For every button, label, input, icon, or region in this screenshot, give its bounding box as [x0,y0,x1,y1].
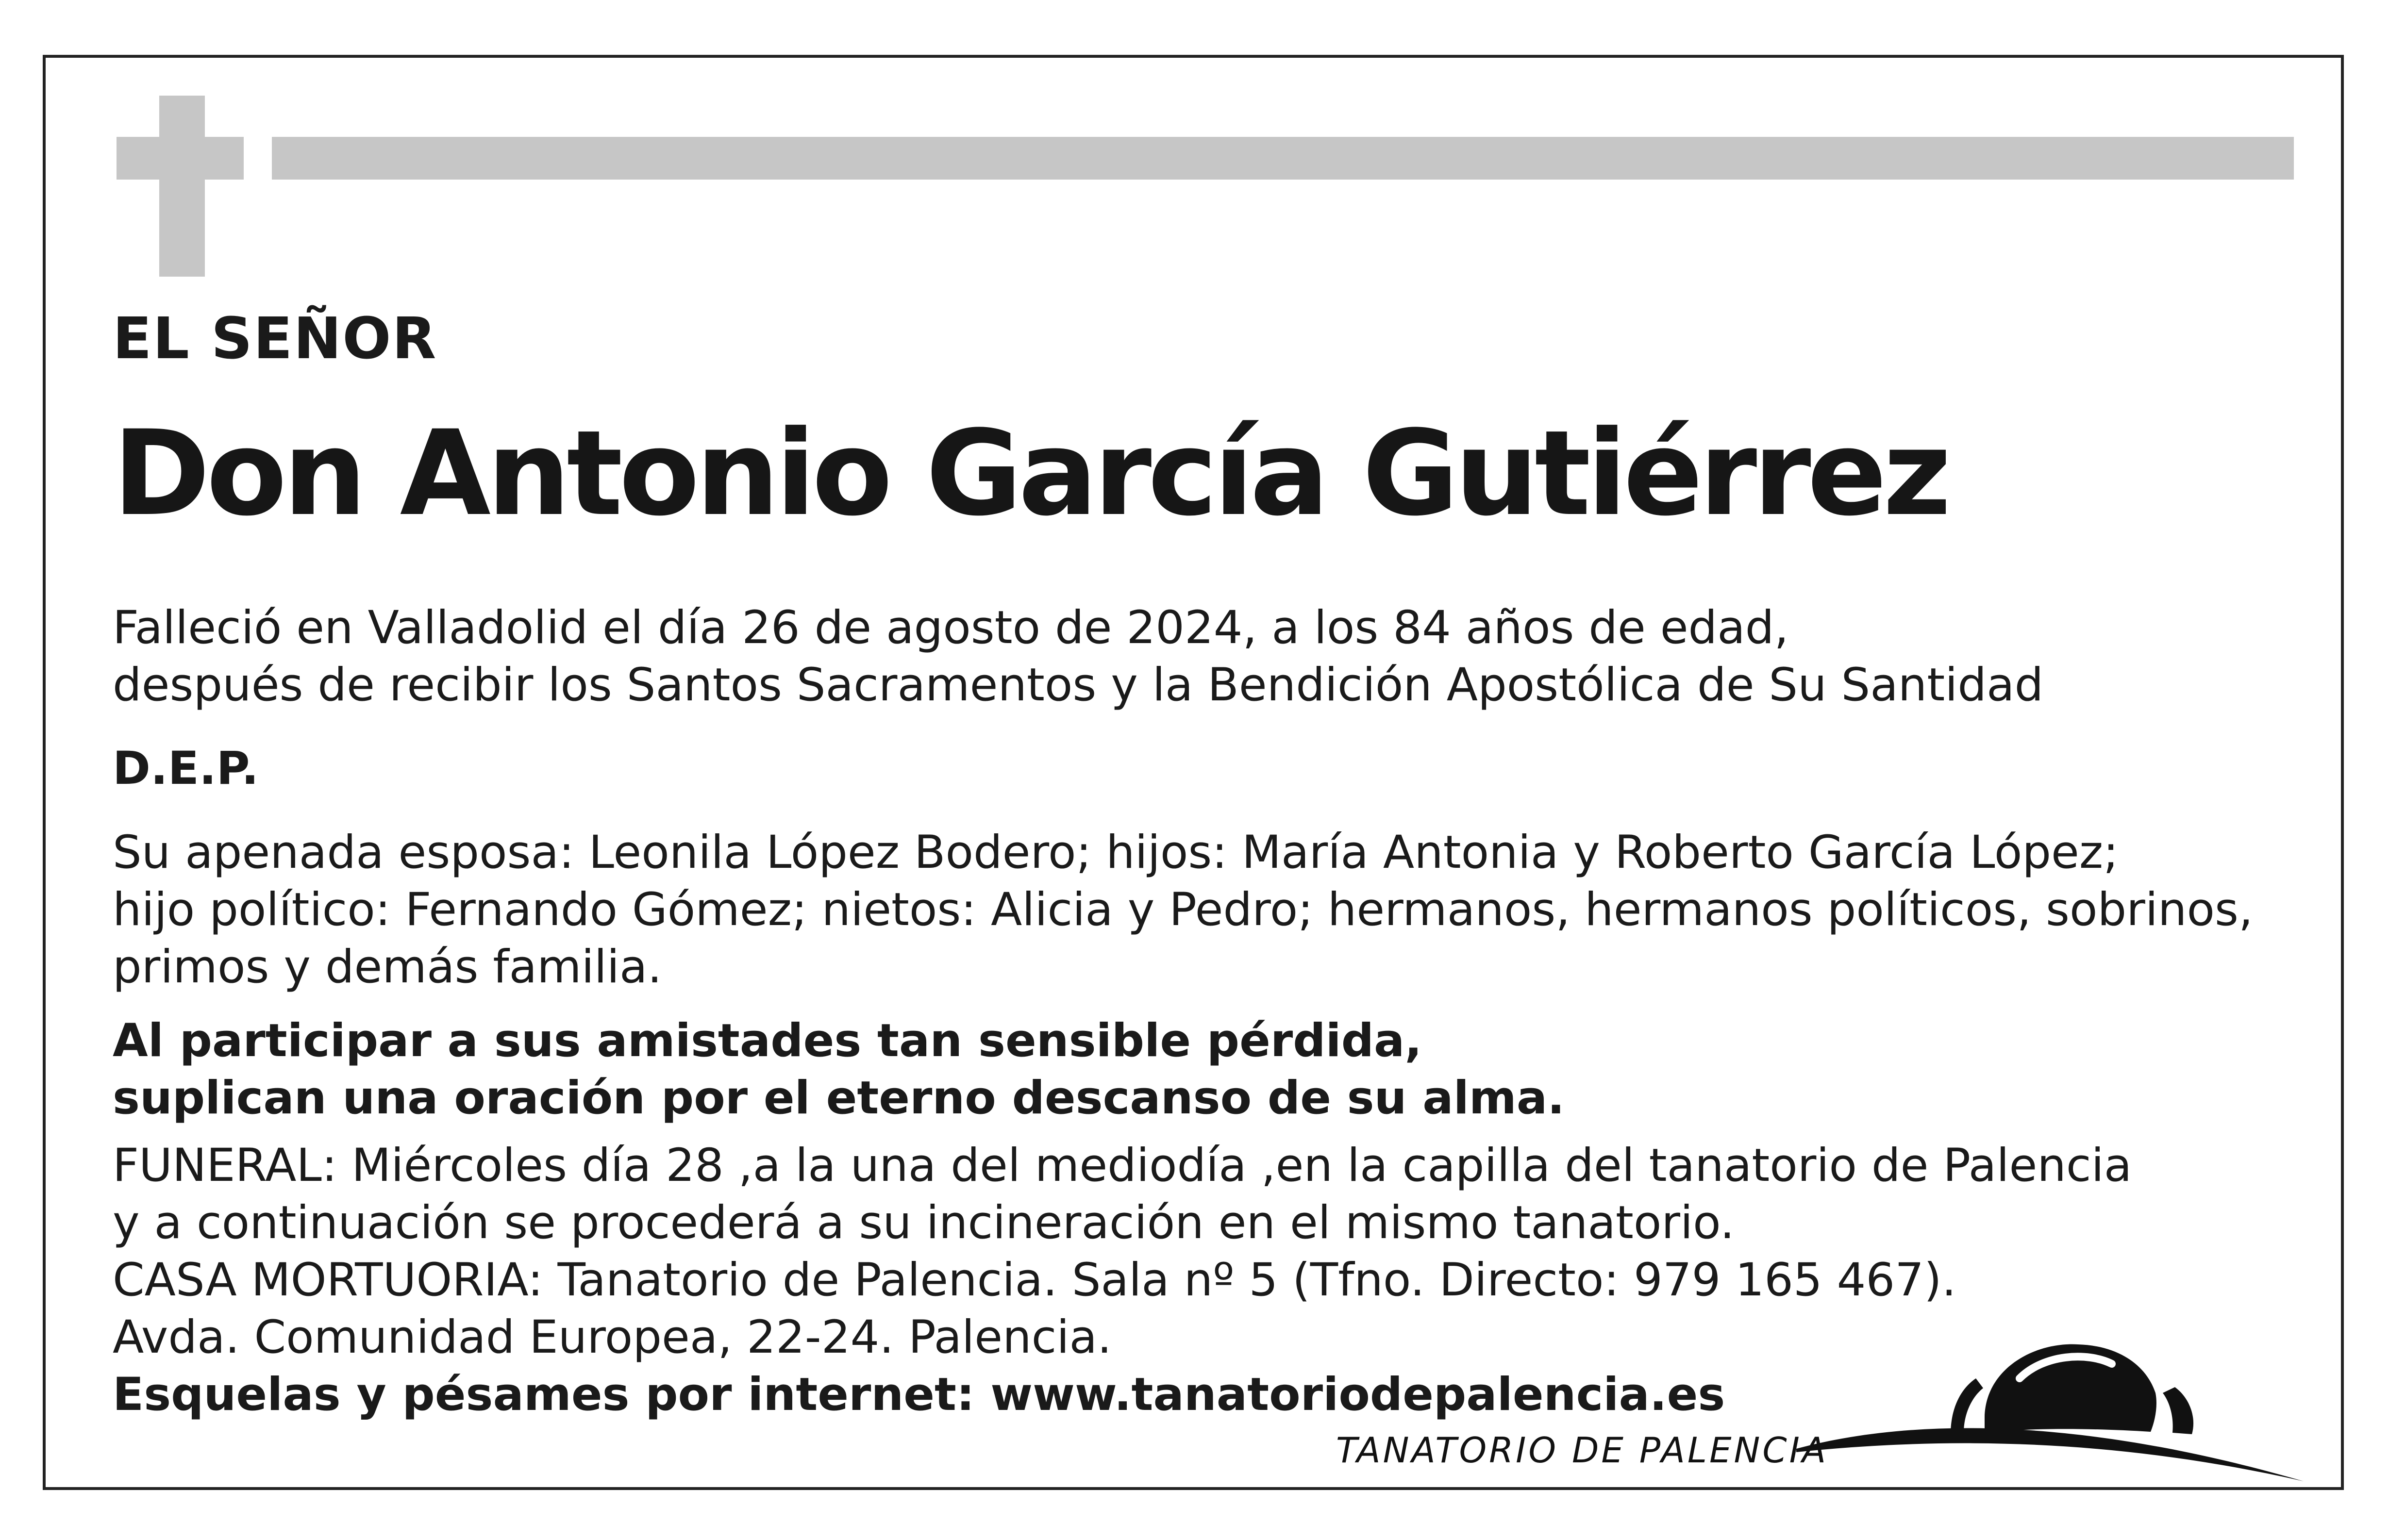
cross-icon-horizontal [117,137,244,180]
header-mourning-bar [272,137,2294,180]
prayer-request [113,1012,1565,1127]
tanatorio-logo-text: TANATORIO DE PALENCIA [1336,1430,1829,1471]
website-line: Esquelas y pésames por internet: www.tanatoriodepalencia.es [113,1368,1725,1421]
honorific: EL SEÑOR [113,305,437,372]
prayer-line: suplican una oración por el eterno descanso de su alma. [113,1072,1565,1125]
funeral-line: FUNERAL: Miércoles día 28 ,a la una del mediodía ,en la capilla del tanatorio de Palencia [113,1139,2132,1192]
rip-abbreviation: D.E.P. [113,742,259,795]
cross-icon-vertical [159,96,205,277]
family-list [113,824,2253,996]
family-line: primos y demás familia. [113,941,662,994]
prayer-line: Al participar a sus amistades tan sensible pérdida, [113,1014,1422,1067]
funeral-line: y a continuación se procederá a su incineración en el mismo tanatorio. [113,1196,1735,1249]
family-line: Su apenada esposa: Leonila López Bodero; hijos: María Antonia y Roberto García López; [113,826,2119,879]
funeral-line: CASA MORTUORIA: Tanatorio de Palencia. Sala nº 5 (Tfno. Directo: 979 165 467). [113,1254,1956,1307]
death-line: después de recibir los Santos Sacramentos y la Bendición Apostólica de Su Santidad [113,659,2044,712]
family-line: hijo político: Fernando Gómez; nietos: Alicia y Pedro; hermanos, hermanos políticos, sobrinos, [113,883,2253,936]
deceased-name: Don Antonio García Gutiérrez [113,405,1948,542]
death-announcement [113,599,2043,714]
death-line: Falleció en Valladolid el día 26 de agosto de 2024, a los 84 años de edad, [113,601,1789,654]
funeral-line: Avda. Comunidad Europea, 22-24. Palencia. [113,1311,1112,1364]
